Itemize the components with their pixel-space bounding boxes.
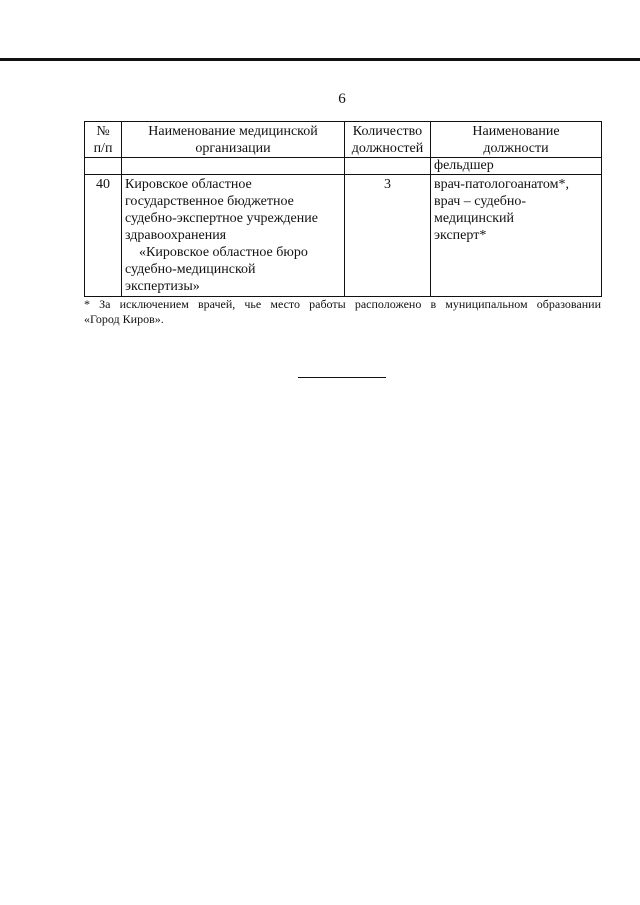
cell-position <box>431 175 602 297</box>
org-line: судебно-медицинской <box>125 262 256 277</box>
footnote <box>84 297 601 327</box>
org-line: «Кировское областное бюро <box>139 245 308 260</box>
staff-positions-table <box>84 121 602 297</box>
header-quantity: Количество должностей <box>345 122 431 158</box>
org-line: государственное бюджетное <box>125 194 294 209</box>
position-line: врач-патологоанатом*, <box>434 177 570 192</box>
footnote-line: * За исключением врачей, чье место работы расположено в муниципальном образовании <box>84 297 601 311</box>
cell-quantity <box>345 158 431 175</box>
org-line: здравоохранения <box>125 228 227 243</box>
cell-num: 40 <box>85 175 122 297</box>
position-line: медицинский <box>434 211 514 226</box>
cell-position: фельдшер <box>431 158 602 175</box>
table-row <box>85 175 602 297</box>
table-row-continued <box>85 158 602 175</box>
cell-organization <box>122 158 345 175</box>
header-position: Наименование должности <box>431 122 602 158</box>
org-line: Кировское областное <box>125 177 252 192</box>
cell-organization <box>122 175 345 297</box>
end-of-document-rule <box>298 377 386 378</box>
header-num: № п/п <box>85 122 122 158</box>
org-line: экспертизы» <box>125 279 200 294</box>
cell-quantity: 3 <box>345 175 431 297</box>
table-header-row <box>85 122 602 158</box>
header-organization: Наименование медицинской организации <box>122 122 345 158</box>
cell-num <box>85 158 122 175</box>
position-line: эксперт* <box>434 228 487 243</box>
org-line: судебно-экспертное учреждение <box>125 211 318 226</box>
header-rule <box>0 58 640 61</box>
footnote-line: «Город Киров». <box>84 312 164 326</box>
position-line: врач – судебно- <box>434 194 527 209</box>
page-number: 6 <box>338 91 346 107</box>
